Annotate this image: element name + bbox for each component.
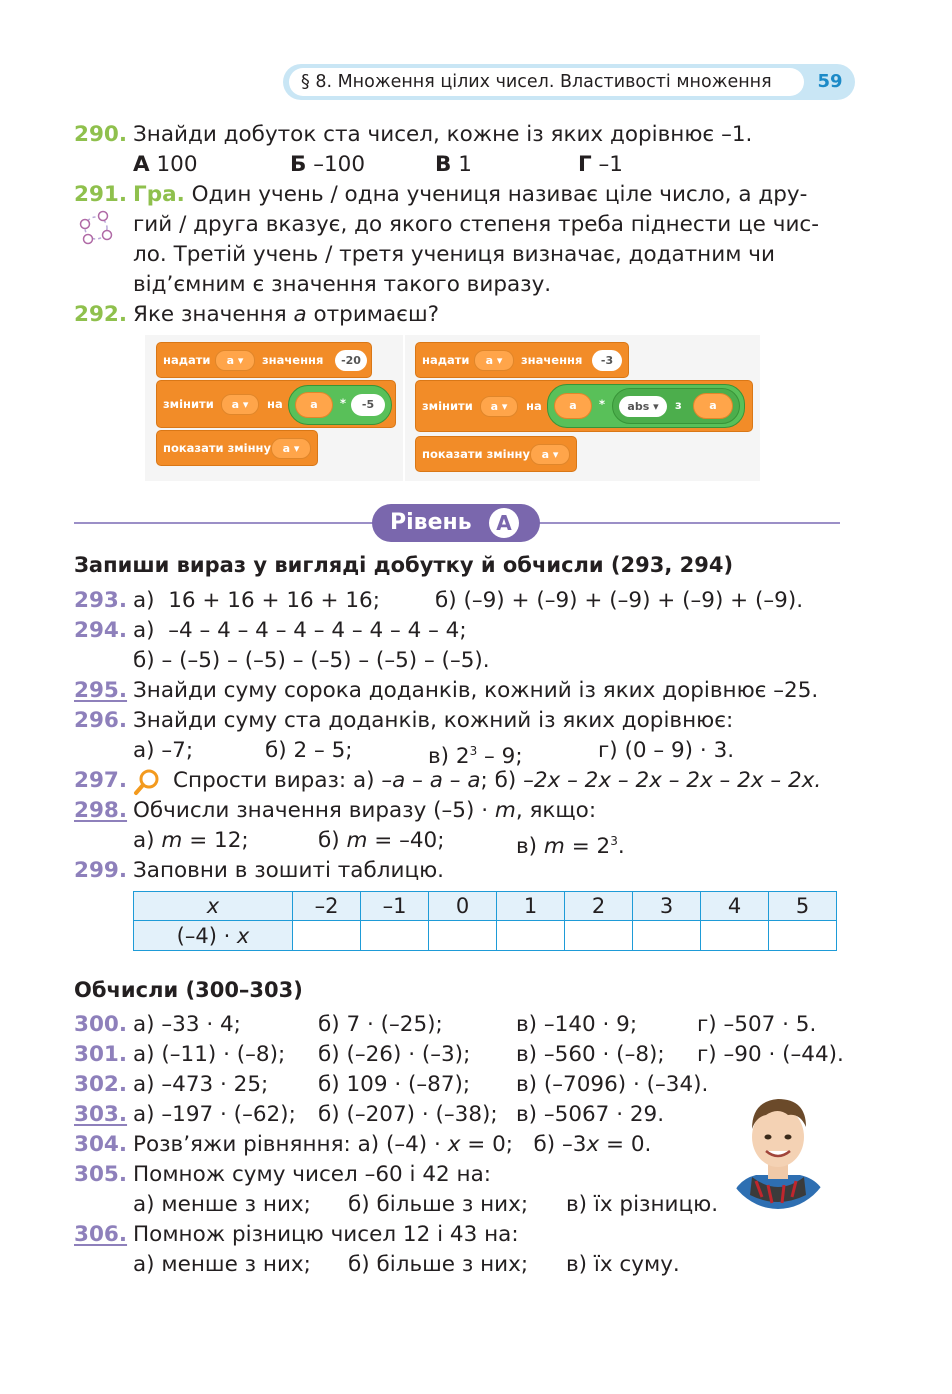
- problem-number-303: 303.: [74, 1102, 128, 1127]
- problem-291-line1: Гра. Один учень / одна учениця називає ціле число, а дру-: [133, 182, 808, 207]
- problem-302-b: б) 109 · (–87);: [318, 1072, 471, 1097]
- problem-300-d: г) –507 · 5.: [697, 1012, 817, 1037]
- change-variable-block: змінити а ▾ на а * -5: [156, 380, 396, 428]
- option-a: А 100: [133, 152, 198, 177]
- problem-299-text: Заповни в зошиті таблицю.: [133, 858, 445, 883]
- problem-number-297: 297.: [74, 768, 128, 793]
- table-head-x: x: [134, 892, 293, 921]
- problem-298-c: в) $m = 2^3$.: [516, 834, 625, 860]
- table-head-product: (–4) · x: [134, 921, 293, 951]
- problem-291-line4: від’ємним є значення такого виразу.: [133, 272, 552, 297]
- problem-306-c: в) їх суму.: [566, 1252, 680, 1277]
- problem-300-b: б) 7 · (–25);: [318, 1012, 443, 1037]
- problem-300-a: а) –33 · 4;: [133, 1012, 241, 1037]
- change-variable-block: змінити а ▾ на а * abs ▾ з а: [415, 380, 753, 432]
- table-col: 4: [701, 892, 769, 921]
- problem-298-text: Обчисли значення виразу (–5) · m, якщо:: [133, 798, 597, 823]
- problem-293-a: а) 16 + 16 + 16 + 16;: [133, 588, 380, 613]
- problem-number-295: 295.: [74, 678, 128, 703]
- value-input: -20: [335, 350, 367, 371]
- table-cell-empty: [293, 921, 361, 951]
- problem-305-b: б) більше з них;: [348, 1192, 529, 1217]
- boy-photo: [722, 1085, 834, 1209]
- problem-303-a: а) –197 · (–62);: [133, 1102, 296, 1127]
- problem-number-299: 299.: [74, 858, 128, 883]
- problem-301-a: а) (–11) · (–8);: [133, 1042, 286, 1067]
- level-letter: А: [489, 508, 519, 538]
- table-col: 1: [497, 892, 565, 921]
- problem-290-text: Знайди добуток ста чисел, кожне із яких дорівнює –1.: [133, 122, 753, 147]
- table-cell-empty: [633, 921, 701, 951]
- problem-number-301: 301.: [74, 1042, 128, 1067]
- problem-306-a: а) менше з них;: [133, 1252, 311, 1277]
- table-col: 3: [633, 892, 701, 921]
- show-variable-block: показати змінну а ▾: [415, 436, 577, 472]
- problem-number-306: 306.: [74, 1222, 128, 1247]
- problem-303-b: б) (–207) · (–38);: [318, 1102, 498, 1127]
- problem-296-c: в) $2^3 - 9$;: [428, 744, 523, 770]
- magnifier-icon: [133, 768, 161, 796]
- table-cell-empty: [361, 921, 429, 951]
- problem-302-c: в) (–7096) · (–34).: [516, 1072, 709, 1097]
- problem-number-304: 304.: [74, 1132, 128, 1157]
- problem-296-d: г) (0 – 9) · 3.: [598, 738, 735, 763]
- problem-298-b: б) m = –40;: [318, 828, 445, 853]
- problem-297-text: Спрости вираз: а) –a – a – a; б) –2x – 2x – 2x – 2x – 2x – 2x.: [173, 768, 822, 793]
- header-title: § 8. Множення цілих чисел. Властивості множення: [289, 68, 804, 96]
- variable-dropdown: а ▾: [215, 350, 255, 371]
- abs-function-block: abs ▾ з а: [612, 388, 740, 424]
- multiply-operator: а * -5: [288, 385, 392, 425]
- option-d: Г –1: [578, 152, 623, 177]
- fill-in-table: [133, 891, 837, 951]
- problem-306-b: б) більше з них;: [348, 1252, 529, 1277]
- section-heading-1: Запиши вираз у вигляді добутку й обчисли (293, 294): [74, 553, 734, 577]
- problem-301-d: г) –90 · (–44).: [697, 1042, 844, 1067]
- value-input: -3: [592, 350, 622, 371]
- variable-dropdown: а ▾: [530, 444, 570, 465]
- problem-291-line2: гий / друга вказує, до якого степеня треба піднести це чис-: [133, 212, 819, 237]
- problem-304-text: Розв’яжи рівняння: а) (–4) · x = 0; б) –3x = 0.: [133, 1132, 652, 1157]
- table-cell-empty: [701, 921, 769, 951]
- table-col: 5: [769, 892, 837, 921]
- multiply-operator: а * abs ▾ з а: [547, 384, 745, 428]
- set-variable-block: надати а ▾ значення -20: [156, 342, 372, 378]
- problem-number-302: 302.: [74, 1072, 128, 1097]
- problem-301-c: в) –560 · (–8);: [516, 1042, 665, 1067]
- level-badge: Рівень: [372, 504, 540, 542]
- problem-302-a: а) –473 · 25;: [133, 1072, 269, 1097]
- problem-291-line3: ло. Третій учень / третя учениця визначає, додатним чи: [133, 242, 775, 267]
- function-dropdown: abs ▾: [619, 396, 667, 417]
- table-cell-empty: [769, 921, 837, 951]
- table-col: 0: [429, 892, 497, 921]
- table-cell-empty: [565, 921, 633, 951]
- people-circle-icon: [76, 210, 116, 246]
- problem-296-a: а) –7;: [133, 738, 194, 763]
- problem-294-a: а) –4 – 4 – 4 – 4 – 4 – 4 – 4 – 4;: [133, 618, 467, 643]
- problem-number-298: 298.: [74, 798, 128, 823]
- problem-number-294: 294.: [74, 618, 128, 643]
- variable-dropdown: а ▾: [221, 394, 259, 415]
- problem-305-c: в) їх різницю.: [566, 1192, 719, 1217]
- variable-dropdown: а ▾: [480, 396, 518, 417]
- problem-number-292: 292.: [74, 302, 128, 327]
- problem-number-296: 296.: [74, 708, 128, 733]
- problem-305-text: Помнож суму чисел –60 і 42 на:: [133, 1162, 491, 1187]
- problem-number-291: 291.: [74, 182, 128, 207]
- show-variable-block: показати змінну а ▾: [156, 430, 318, 466]
- table-cell-empty: [497, 921, 565, 951]
- problem-298-a: а) m = 12;: [133, 828, 249, 853]
- problem-number-305: 305.: [74, 1162, 128, 1187]
- table-col: 2: [565, 892, 633, 921]
- variable-dropdown: а ▾: [474, 350, 514, 371]
- problem-number-290: 290.: [74, 122, 128, 147]
- problem-number-293: 293.: [74, 588, 128, 613]
- problem-306-text: Помнож різницю чисел 12 і 43 на:: [133, 1222, 519, 1247]
- problem-292-text: Яке значення a отримаєш?: [133, 302, 440, 327]
- problem-301-b: б) (–26) · (–3);: [318, 1042, 471, 1067]
- option-b: Б –100: [290, 152, 366, 177]
- problem-300-c: в) –140 · 9;: [516, 1012, 638, 1037]
- problem-294-b: б) – (–5) – (–5) – (–5) – (–5) – (–5).: [133, 648, 490, 673]
- problem-293-b: б) (–9) + (–9) + (–9) + (–9) + (–9).: [435, 588, 804, 613]
- table-col: –2: [293, 892, 361, 921]
- problem-305-a: а) менше з них;: [133, 1192, 311, 1217]
- table-cell-empty: [429, 921, 497, 951]
- section-heading-2: Обчисли (300–303): [74, 978, 303, 1002]
- problem-296-b: б) 2 – 5;: [265, 738, 353, 763]
- variable-dropdown: а ▾: [271, 438, 311, 459]
- option-c: В 1: [435, 152, 472, 177]
- problem-number-300: 300.: [74, 1012, 128, 1037]
- problem-296-text: Знайди суму ста доданків, кожний із яких дорівнює:: [133, 708, 734, 733]
- game-label: Гра.: [133, 182, 185, 207]
- set-variable-block: надати а ▾ значення -3: [415, 342, 629, 378]
- problem-295-text: Знайди суму сорока доданків, кожний із яких дорівнює –25.: [133, 678, 819, 703]
- table-col: –1: [361, 892, 429, 921]
- problem-303-c: в) –5067 · 29.: [516, 1102, 665, 1127]
- page-number: 59: [817, 71, 843, 92]
